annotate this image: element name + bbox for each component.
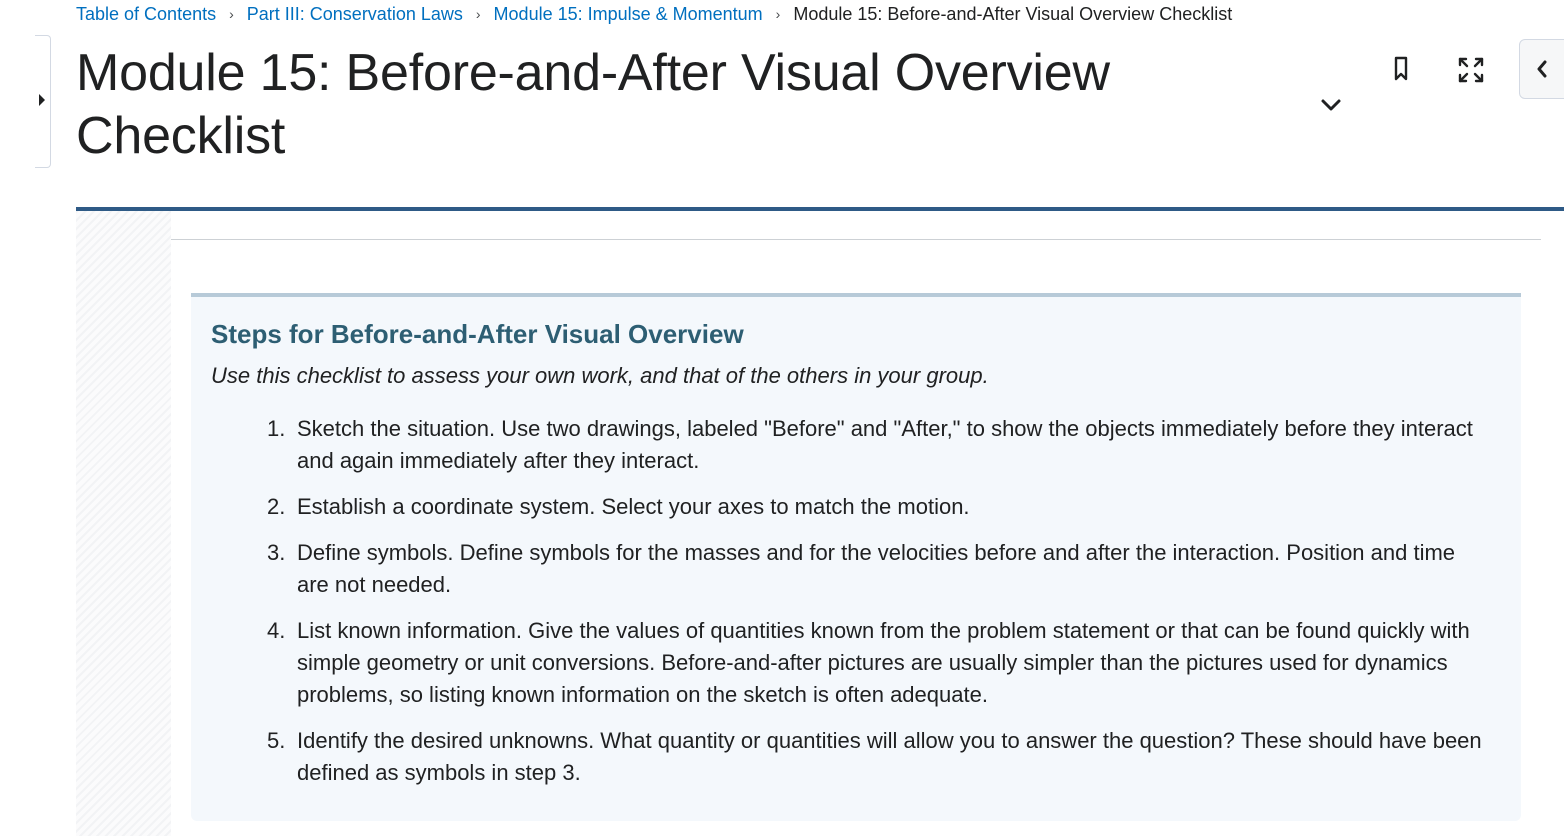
breadcrumb-separator-icon: › [775, 6, 781, 22]
checklist-box [191, 293, 1521, 821]
page-title: Module 15: Before-and-After Visual Overview Checklist [76, 44, 1110, 165]
checklist-heading: Steps for Before-and-After Visual Overview [211, 319, 744, 349]
breadcrumb-link-table-of-contents[interactable]: Table of Contents [76, 3, 217, 24]
step-number: 2. [267, 494, 286, 519]
checklist-step [267, 491, 1487, 523]
breadcrumb-separator-icon: › [475, 6, 481, 22]
panel-collapse-button[interactable] [1519, 39, 1564, 99]
fullscreen-icon[interactable] [1458, 57, 1484, 83]
checklist-step [267, 413, 1487, 477]
content-divider [171, 239, 1541, 240]
step-number: 4. [267, 618, 286, 643]
step-text: List known information. Give the values of quantities known from the problem statement or that can be found quickly with simple geometry or unit conversions. Before-and-after pictures are usually simpler than the pictures used for dynamics problems, so listing known information on the sketch is often adequate. [297, 618, 1470, 707]
chevron-left-icon [1536, 60, 1548, 78]
breadcrumb-link-part-iii[interactable]: Part III: Conservation Laws [246, 3, 463, 24]
breadcrumb-separator-icon: › [229, 6, 234, 22]
step-text: Define symbols. Define symbols for the masses and for the velocities before and after the interaction. Position and time are not needed. [297, 540, 1456, 597]
breadcrumb [76, 2, 1232, 26]
bookmark-icon[interactable] [1393, 56, 1409, 82]
content-frame [76, 211, 1564, 836]
breadcrumb-current: Module 15: Before-and-After Visual Overview Checklist [793, 3, 1233, 24]
checklist-subtitle: Use this checklist to assess your own work, and that of the others in your group. [211, 363, 989, 388]
content-page [171, 211, 1564, 836]
step-number: 5. [267, 728, 286, 753]
step-text: Identify the desired unknowns. What quantity or quantities will allow you to answer the question? These should have been defined as symbols in step 3. [297, 728, 1482, 785]
caret-right-icon [39, 94, 45, 106]
step-number: 3. [267, 540, 286, 565]
checklist-step [267, 725, 1487, 789]
breadcrumb-link-module-15[interactable]: Module 15: Impulse & Momentum [493, 3, 763, 24]
chevron-down-icon[interactable] [1320, 98, 1342, 112]
checklist-step [267, 537, 1487, 601]
step-number: 1. [267, 416, 286, 441]
checklist-step [267, 615, 1487, 711]
step-text: Establish a coordinate system. Select your axes to match the motion. [297, 494, 970, 519]
step-text: Sketch the situation. Use two drawings, labeled "Before" and "After," to show the objects immediately before they interact and again immediately after they interact. [297, 416, 1473, 473]
sidebar-expand-toggle[interactable] [35, 35, 51, 168]
checklist-steps [267, 413, 1487, 803]
